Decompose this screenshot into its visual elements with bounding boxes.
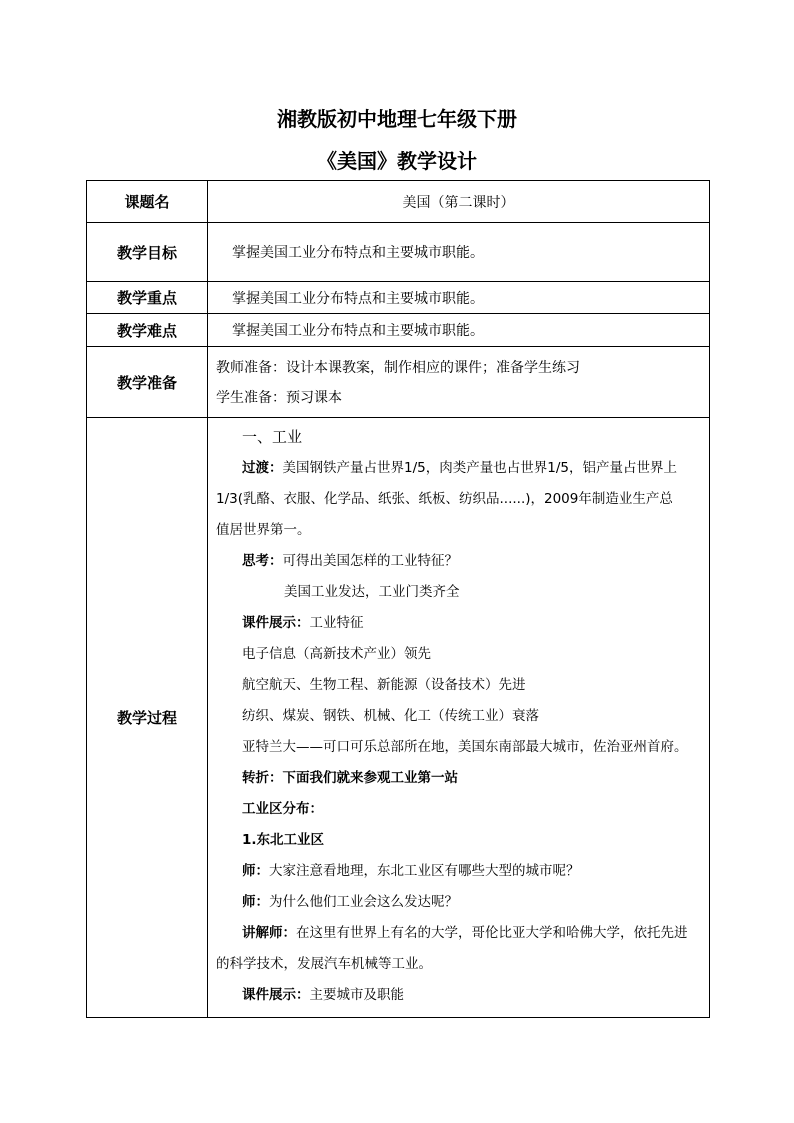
row-goal xyxy=(87,223,710,282)
teacher-q1 xyxy=(216,856,701,887)
row-topic xyxy=(87,181,710,223)
transition-para xyxy=(216,453,701,484)
doc-subtitle: 《美国》教学设计 xyxy=(317,149,477,173)
doc-title: 湘教版初中地理七年级下册 xyxy=(277,107,517,131)
prep-teacher: 教师准备：设计本课教案，制作相应的课件；准备学生练习 xyxy=(216,360,580,376)
show1-text: 工业特征 xyxy=(309,615,364,631)
ne-heading: 1.东北工业区 xyxy=(242,832,325,848)
teacher-q2-text: 为什么他们工业会这么发达呢？ xyxy=(269,894,458,910)
feature-item: 电子信息（高新技术产业）领先 xyxy=(242,646,431,662)
regions-heading: 工业区分布： xyxy=(242,801,323,817)
feature-item: 纺织、煤炭、钢铁、机械、化工（传统工业）衰落 xyxy=(242,708,539,724)
goal-value: 掌握美国工业分布特点和主要城市职能。 xyxy=(208,223,710,282)
think-text: 可得出美国怎样的工业特征？ xyxy=(282,553,458,569)
explain-para xyxy=(216,918,701,949)
prep-student: 学生准备：预习课本 xyxy=(216,390,342,406)
teacher-q2-label: 师： xyxy=(242,894,269,910)
turn-para xyxy=(216,763,701,794)
turn-text: 转折：下面我们就来参观工业第一站 xyxy=(242,770,458,786)
show2-label: 课件展示： xyxy=(242,987,310,1003)
prep-value xyxy=(208,347,710,418)
think-para xyxy=(216,546,701,577)
key-label: 教学重点 xyxy=(87,282,208,314)
process-label: 教学过程 xyxy=(87,418,208,1018)
row-difficulty xyxy=(87,314,710,347)
teacher-q1-text: 大家注意看地理，东北工业区有哪些大型的城市呢？ xyxy=(269,863,580,879)
explain-label: 讲解师： xyxy=(242,925,296,941)
show1-label: 课件展示： xyxy=(242,615,310,631)
teacher-q1-label: 师： xyxy=(242,863,269,879)
topic-value: 美国（第二课时） xyxy=(208,181,710,223)
row-prep xyxy=(87,347,710,418)
process-content xyxy=(208,418,710,1018)
goal-label: 教学目标 xyxy=(87,223,208,282)
show2-para xyxy=(216,980,701,1011)
explain-text: 在这里有世界上有名的大学，哥伦比亚大学和哈佛大学，依托先进 xyxy=(296,925,688,941)
show2-text: 主要城市及职能 xyxy=(309,987,404,1003)
explain-cont: 的科学技术，发展汽车机械等工业。 xyxy=(216,956,432,972)
key-value: 掌握美国工业分布特点和主要城市职能。 xyxy=(208,282,710,314)
topic-label: 课题名 xyxy=(87,181,208,223)
difficulty-label: 教学难点 xyxy=(87,314,208,347)
ne-para xyxy=(216,825,701,856)
prep-label: 教学准备 xyxy=(87,347,208,418)
transition-text: 美国钢铁产量占世界1/5，肉类产量也占世界1/5，铝产量占世界上 xyxy=(282,460,677,476)
process-heading: 一、工业 xyxy=(242,428,303,446)
row-key xyxy=(87,282,710,314)
transition-label: 过渡： xyxy=(242,460,283,476)
teacher-q2 xyxy=(216,887,701,918)
row-process xyxy=(87,418,710,1018)
think-label: 思考： xyxy=(242,553,283,569)
atlanta-note: 亚特兰大——可口可乐总部所在地，美国东南部最大城市，佐治亚州首府。 xyxy=(242,739,688,755)
show1-para xyxy=(216,608,701,639)
difficulty-value: 掌握美国工业分布特点和主要城市职能。 xyxy=(208,314,710,347)
think-answer: 美国工业发达，工业门类齐全 xyxy=(284,584,460,600)
lesson-plan-table xyxy=(86,180,710,1018)
feature-item: 航空航天、生物工程、新能源（设备技术）先进 xyxy=(242,677,526,693)
transition-cont1: 1/3(乳酪、衣服、化学品、纸张、纸板、纺织品......)，2009年制造业生产总 xyxy=(216,491,673,507)
regions-para xyxy=(216,794,701,825)
transition-cont2: 值居世界第一。 xyxy=(216,522,311,538)
